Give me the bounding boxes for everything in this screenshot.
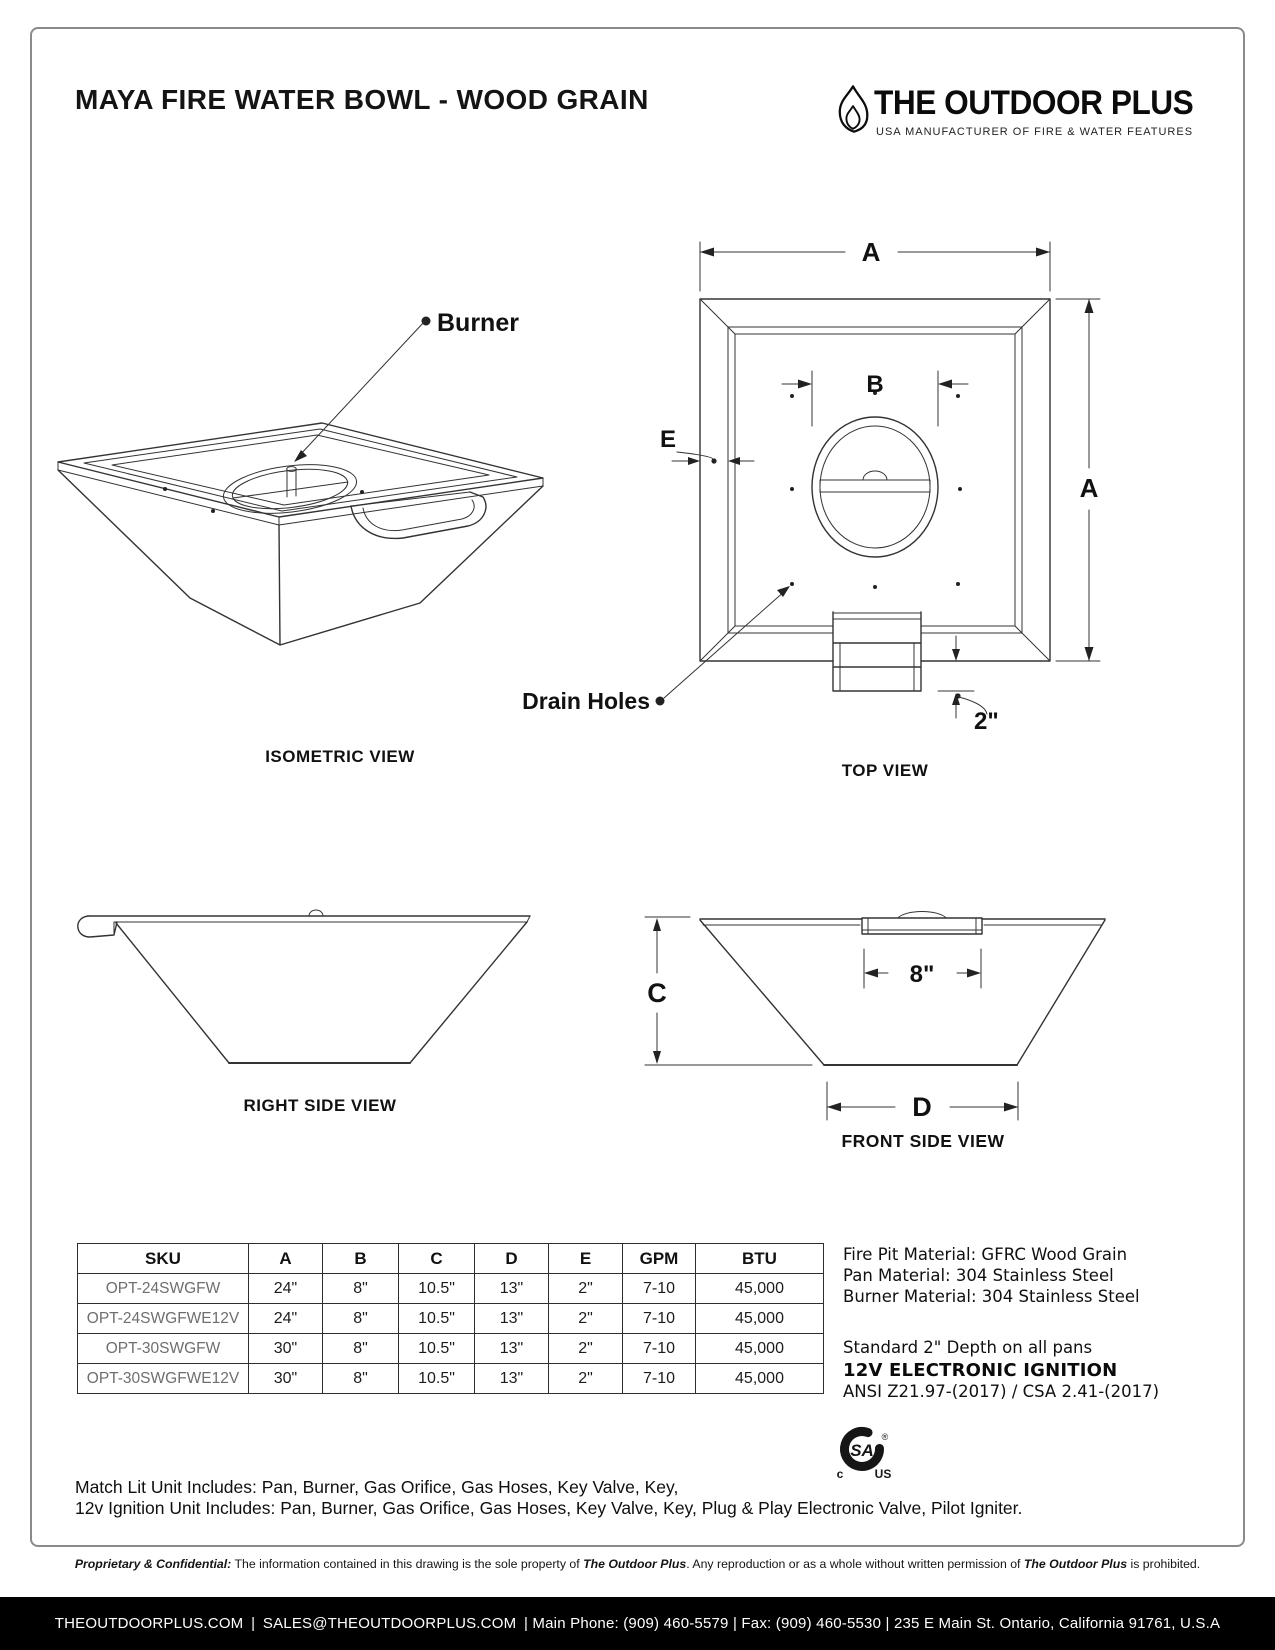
value-cell: 7-10	[623, 1274, 696, 1304]
dim-e-label: E	[659, 426, 677, 453]
value-cell: 45,000	[696, 1274, 824, 1304]
proprietary-prefix: Proprietary & Confidential:	[74, 1557, 232, 1571]
fire-pit-material: Fire Pit Material: GFRC Wood Grain	[843, 1245, 1128, 1264]
sku-cell: OPT-30SWGFWE12V	[78, 1364, 249, 1394]
dim-a-right-label: A	[1079, 473, 1099, 503]
ignition-note: 12V ELECTRONIC IGNITION	[843, 1360, 1118, 1381]
value-cell: 8"	[323, 1364, 399, 1394]
table-row	[78, 1364, 824, 1394]
column-header: GPM	[623, 1244, 696, 1274]
dim-depth-label: 2"	[974, 708, 999, 735]
drain-holes-callout-label: Drain Holes	[522, 688, 650, 714]
value-cell: 45,000	[696, 1304, 824, 1334]
brand-name: The Outdoor Plus	[1023, 1557, 1128, 1571]
top-view-drawing	[490, 230, 1110, 790]
flame-logo-icon	[836, 85, 870, 133]
sku-cell: OPT-24SWGFWE12V	[78, 1304, 249, 1334]
csa-mark-letters: SA	[850, 1441, 874, 1460]
dim-b-label: B	[866, 371, 884, 398]
value-cell: 10.5"	[399, 1304, 475, 1334]
value-cell: 45,000	[696, 1334, 824, 1364]
proprietary-suffix: is prohibited.	[1127, 1557, 1201, 1571]
value-cell: 8"	[323, 1334, 399, 1364]
value-cell: 13"	[475, 1274, 549, 1304]
dim-c-label: C	[647, 978, 667, 1008]
value-cell: 7-10	[623, 1304, 696, 1334]
sku-cell: OPT-24SWGFW	[78, 1274, 249, 1304]
material-notes	[843, 1245, 1140, 1307]
value-cell: 10.5"	[399, 1364, 475, 1394]
value-cell: 30"	[249, 1364, 323, 1394]
front-side-view-drawing	[600, 895, 1160, 1160]
value-cell: 45,000	[696, 1364, 824, 1394]
right-side-view-label: RIGHT SIDE VIEW	[243, 1096, 397, 1115]
brand-name: The Outdoor Plus	[583, 1557, 687, 1571]
front-side-view-label: FRONT SIDE VIEW	[841, 1131, 1005, 1151]
dim-a-top-label: A	[861, 237, 881, 267]
registered-symbol: ®	[881, 1432, 889, 1442]
depth-note: Standard 2" Depth on all pans	[843, 1338, 1093, 1357]
value-cell: 13"	[475, 1364, 549, 1394]
value-cell: 7-10	[623, 1364, 696, 1394]
brand-logo: THE OUTDOOR PLUS	[874, 84, 1194, 122]
spec-table	[77, 1243, 824, 1394]
value-cell: 13"	[475, 1304, 549, 1334]
contact-footer-bar: THEOUTDOORPLUS.COM | SALES@THEOUTDOORPLUS.COM | Main Phone: (909) 460-5579 | Fax: (909) 460-5530 | 235 E Main St. Ontario, California 91761, U.S.A	[0, 1597, 1275, 1650]
brand-tagline: USA MANUFACTURER OF FIRE & WATER FEATURES	[876, 126, 1194, 138]
dim-spout-width-label: 8"	[909, 961, 935, 988]
column-header: A	[249, 1244, 323, 1274]
csa-us-label: US	[874, 1467, 892, 1481]
column-header: B	[323, 1244, 399, 1274]
value-cell: 2"	[549, 1364, 623, 1394]
column-header: E	[549, 1244, 623, 1274]
value-cell: 10.5"	[399, 1274, 475, 1304]
proprietary-body1: The information contained in this drawing is the sole property of	[231, 1557, 584, 1571]
top-view-label: TOP VIEW	[841, 761, 929, 780]
column-header: SKU	[78, 1244, 249, 1274]
right-side-view-drawing	[60, 895, 580, 1130]
value-cell: 2"	[549, 1274, 623, 1304]
page-title: MAYA FIRE WATER BOWL - WOOD GRAIN	[75, 84, 649, 115]
table-header-row	[78, 1244, 824, 1274]
match-lit-includes: Match Lit Unit Includes: Pan, Burner, Gas Orifice, Gas Hoses, Key Valve, Key,	[75, 1477, 679, 1497]
pan-material: Pan Material: 304 Stainless Steel	[843, 1265, 1114, 1285]
ignition-includes: 12v Ignition Unit Includes: Pan, Burner, Gas Orifice, Gas Hoses, Key Valve, Key, Plug & Play Electronic Valve, Pilot Igniter.	[75, 1498, 1023, 1518]
value-cell: 10.5"	[399, 1334, 475, 1364]
value-cell: 13"	[475, 1334, 549, 1364]
table-row	[78, 1304, 824, 1334]
value-cell: 8"	[323, 1274, 399, 1304]
csa-c-label: c	[836, 1467, 844, 1481]
column-header: C	[399, 1244, 475, 1274]
burner-callout-label: Burner	[437, 309, 519, 337]
value-cell: 2"	[549, 1334, 623, 1364]
burner-material: Burner Material: 304 Stainless Steel	[843, 1286, 1140, 1306]
value-cell: 7-10	[623, 1334, 696, 1364]
table-row	[78, 1334, 824, 1364]
value-cell: 2"	[549, 1304, 623, 1334]
column-header: BTU	[696, 1244, 824, 1274]
column-header: D	[475, 1244, 549, 1274]
sku-cell: OPT-30SWGFW	[78, 1334, 249, 1364]
proprietary-notice	[0, 1557, 1275, 1571]
table-row	[78, 1274, 824, 1304]
value-cell: 24"	[249, 1304, 323, 1334]
isometric-view-label: ISOMETRIC VIEW	[265, 747, 415, 766]
value-cell: 30"	[249, 1334, 323, 1364]
standards-note: ANSI Z21.97-(2017) / CSA 2.41-(2017)	[843, 1382, 1160, 1401]
csa-certification-icon	[833, 1424, 897, 1482]
dim-d-label: D	[912, 1092, 932, 1122]
value-cell: 8"	[323, 1304, 399, 1334]
proprietary-body2: . Any reproduction or as a whole without written permission of	[686, 1557, 1024, 1571]
value-cell: 24"	[249, 1274, 323, 1304]
